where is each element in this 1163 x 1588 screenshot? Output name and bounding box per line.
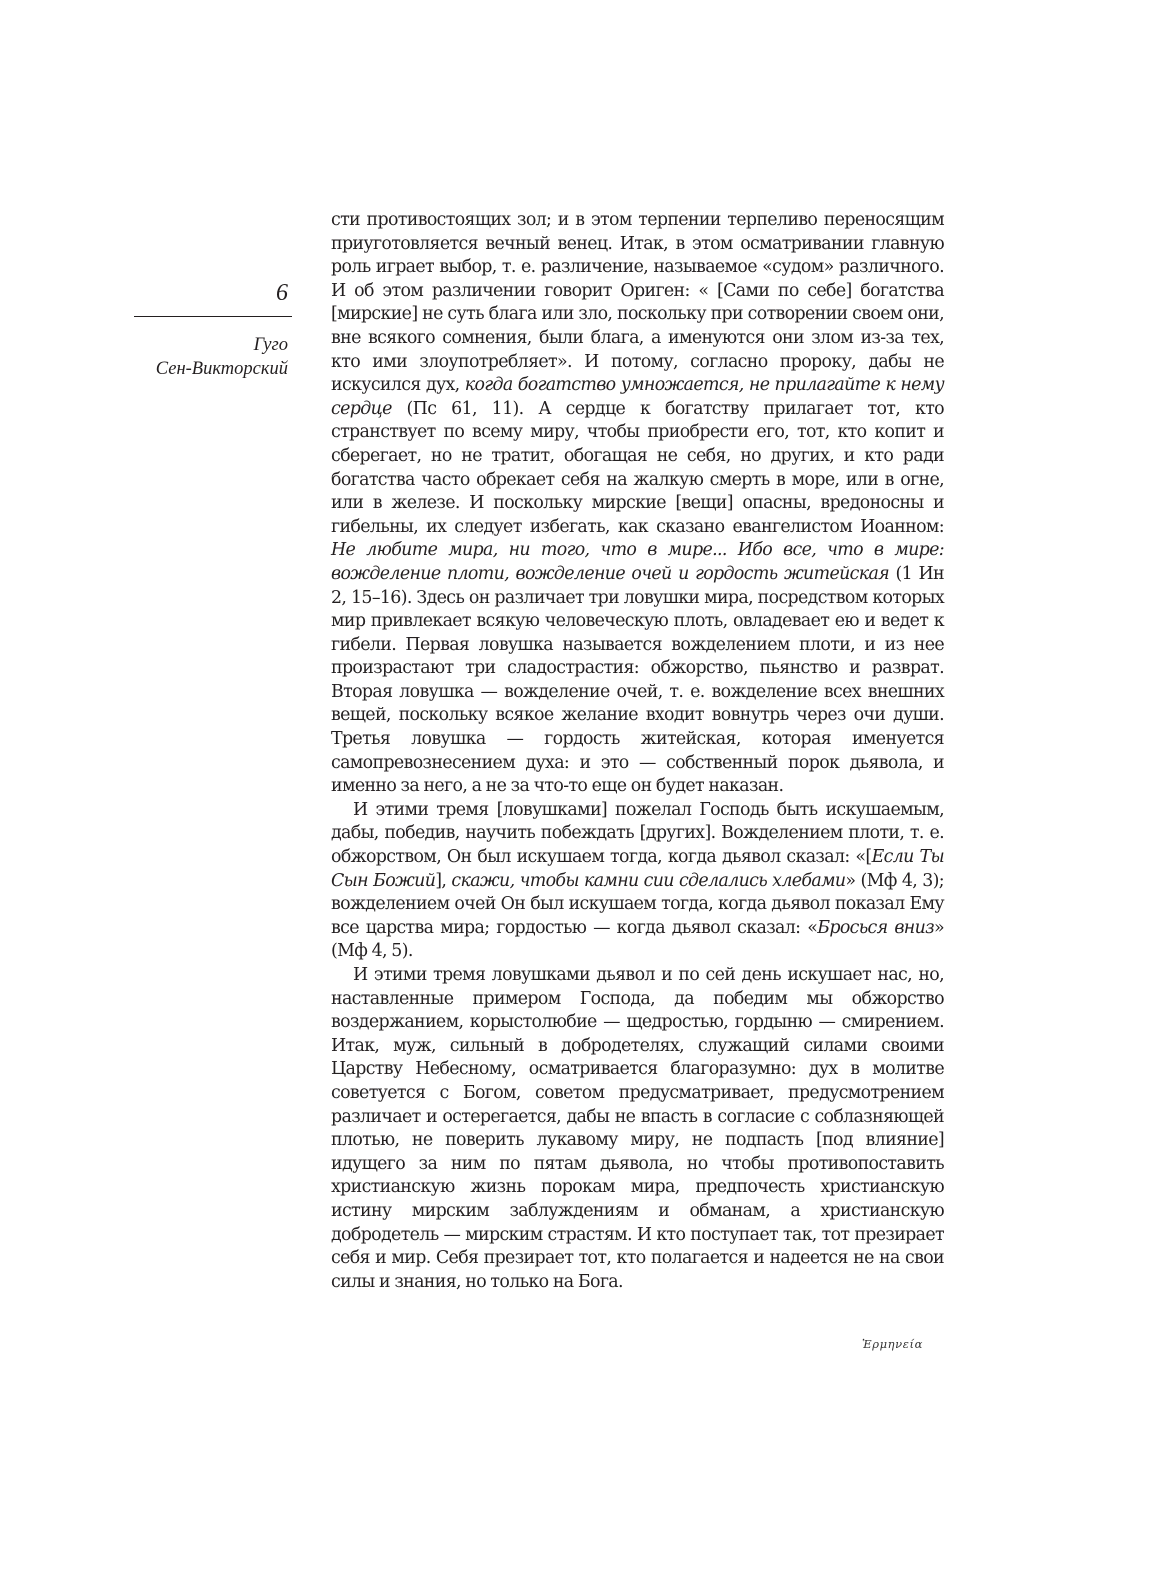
running-head-line2: Сен-Викторский: [155, 359, 288, 379]
text-run: (Пс 61, 11). А сердце к богатству прилагает тот, кто странствует по всему миру, чтобы приобрести его, тот, кто копит и сберегает, но не тратит, обогащая не себя, но других, и кто ради богатства часто обрекает себя на жалкую смерть в море, или в огне, или в железе. И поскольку мирские [вещи] опасны, вредоносны и гибельны, их следует избегать, как сказано евангелистом Иоанном:: [331, 398, 944, 537]
text-run: » (Мф 4, 5).: [331, 917, 944, 962]
text-run: И этими тремя [ловушками] пожелал Господь быть искушаемым, дабы, победив, научить побеждать [других]. Вожделением плоти, т. е. обжорством, Он был искушаем тогда, когда дьявол сказал: «[: [331, 799, 944, 868]
italic-quote: Бросься вниз: [817, 917, 934, 938]
paragraph-1: [331, 209, 944, 799]
footer-series-mark: Ἑρμηνεία: [861, 1337, 923, 1351]
running-head-line1: Гуго: [253, 335, 288, 355]
page-number: 6: [276, 280, 288, 306]
text-run: ],: [435, 870, 452, 891]
paragraph-2: [331, 799, 944, 964]
italic-quote: когда богатство умножается, не прилагайте к нему сердце: [331, 375, 944, 419]
italic-quote: Не любите мира, ни того, что в мире... Ибо все, что в мире: вожделение плоти, вожделение очей и гордость житейская: [331, 540, 944, 584]
main-text: [331, 209, 944, 1294]
text-run: сти противостоящих зол; и в этом терпении терпеливо переносящим приуготовляется вечный венец. Итак, в этом осматривании главную роль играет выбор, т. е. различение, называемое «судом» различного. И об этом различении говорит Ориген: « [Сами по себе] богатства [мирские] не суть блага или зло, поскольку при сотворении своем они, вне всякого сомнения, были блага, а именуются они злом из-за тех, кто ими злоупотребляет». И потому, согласно пророку, дабы не искусился дух,: [331, 210, 944, 396]
text-run: (1 Ин 2, 15–16). Здесь он различает три ловушки мира, посредством которых мир привлекает всякую человеческую плоть, овладевает ею и ведет к гибели. Первая ловушка называется вожделением плоти, и из нее произрастают три сладострастия: обжорство, пьянство и разврат. Вторая ловушка — вожделение очей, т. е. вожделение всех внешних вещей, поскольку всякое желание входит вовнутрь через очи души. Третья ловушка — гордость житейская, которая именуется самопревознесением духа: и это — собственный порок дьявола, и именно за него, а не за что-то еще он будет наказан.: [331, 563, 945, 797]
italic-quote: скажи, чтобы камни сии сделались хлебами: [451, 870, 846, 891]
running-head: [134, 333, 292, 381]
italic-quote: Если Ты Сын Божий: [331, 847, 944, 891]
margin-column: [134, 278, 292, 381]
text-run: И этими тремя ловушками дьявол и по сей день искушает нас, но, наставленные примером Господа, да победим мы обжорство воздержанием, корыстолюбие — щедростью, гордыню — смирением. Итак, муж, сильный в добродетелях, служащий силами своими Царству Небесному, осматривается благоразумно: дух в молитве советуется с Богом, советом предусматривает, предусмотрением различает и остерегается, дабы не впасть в согласие с соблазняющей плотью, не поверить лукавому миру, не подпасть [под влияние] идущего за ним по пятам дьявола, но чтобы противопоставить христианскую жизнь порокам мира, предпочесть христианскую истину мирским заблуждениям и обманам, а христианскую добродетель — мирским страстям. И кто поступает так, тот презирает себя и мир. Себя презирает тот, кто полагается и надеется не на свои силы и знания, но только на Бога.: [331, 965, 944, 1292]
margin-rule: [134, 316, 292, 317]
paragraph-3: [331, 964, 944, 1294]
text-run: » (Мф 4, 3); вожделением очей Он был искушаем тогда, когда дьявол показал Ему все царства мира; гордостью — когда дьявол сказал: «: [331, 870, 944, 938]
